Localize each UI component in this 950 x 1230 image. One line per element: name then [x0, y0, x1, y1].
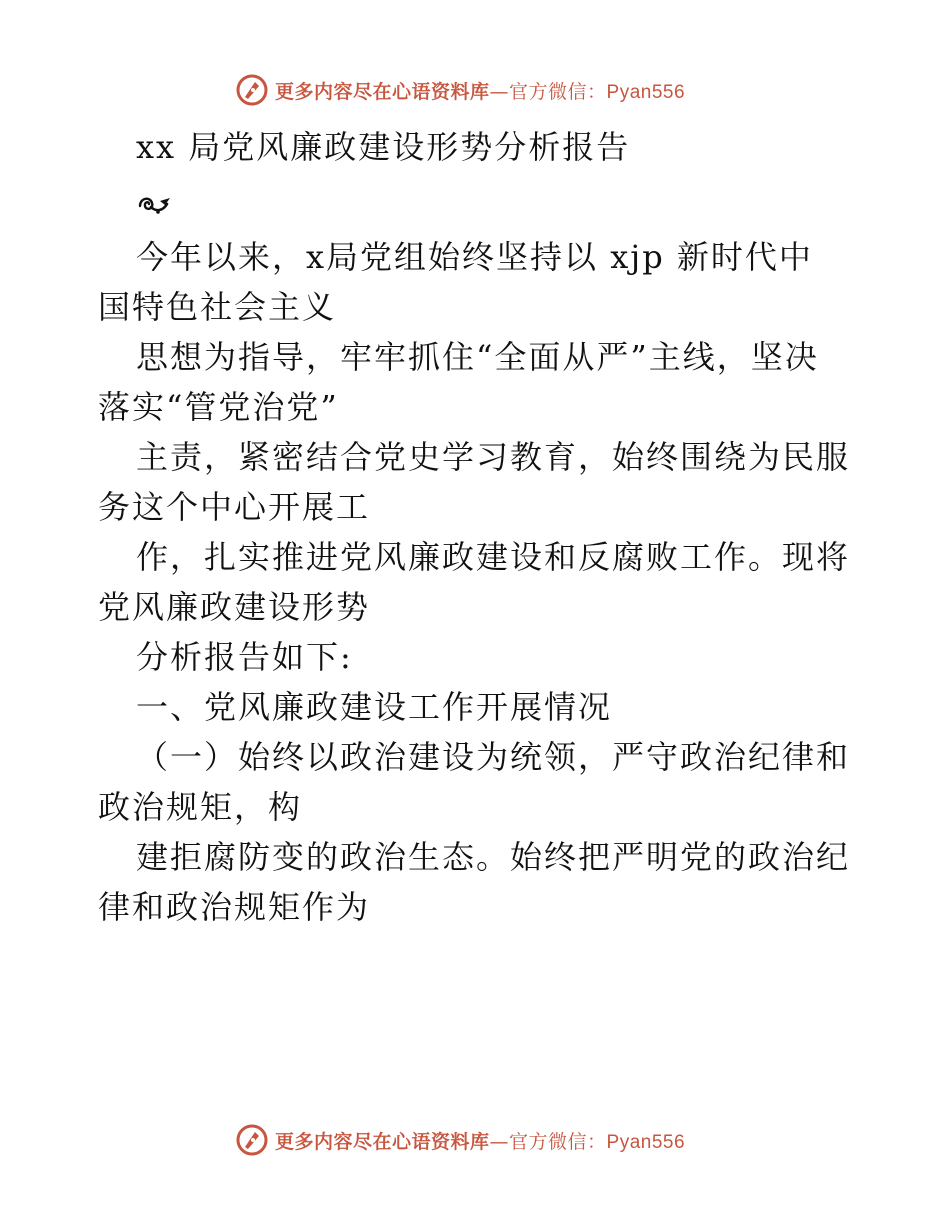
- header-watermark: [235, 70, 755, 110]
- paragraph-lines: [98, 232, 858, 932]
- text-line: 主责，紧密结合党史学习教育，始终围绕为民服: [136, 438, 851, 476]
- pen-nib-logo-icon: [235, 73, 269, 107]
- watermark-handle: Pyan556: [606, 81, 686, 103]
- document-title: xx 局党风廉政建设形势分析报告: [136, 128, 631, 166]
- document-body: [98, 122, 858, 932]
- text-line: 今年以来，x局党组始终坚持以 xjp 新时代中: [136, 238, 813, 276]
- watermark-separator: ：: [587, 80, 607, 103]
- flourish-ornament-icon: [136, 192, 172, 218]
- ornament-row: [98, 178, 858, 232]
- text-line: （一）始终以政治建设为统领，严守政治纪律和: [136, 738, 851, 776]
- text-line: 务这个中心开展工: [98, 488, 371, 526]
- text-line: 一、党风廉政建设工作开展情况: [136, 688, 613, 726]
- watermark-label: 官方微信: [509, 1130, 588, 1153]
- footer-watermark: [235, 1120, 755, 1160]
- watermark-dash: —: [489, 1130, 510, 1153]
- text-line: 律和政治规矩作为: [98, 888, 371, 926]
- text-line: 思想为指导，牢牢抓住“全面从严”主线，坚决: [136, 338, 819, 376]
- text-line: 国特色社会主义: [98, 288, 337, 326]
- watermark-text: 更多内容尽在心语资料库: [275, 80, 490, 103]
- watermark-text: 更多内容尽在心语资料库: [275, 1130, 490, 1153]
- text-line: 分析报告如下:: [136, 638, 353, 676]
- text-line: 党风廉政建设形势: [98, 588, 371, 626]
- text-line: 落实“管党治党”: [98, 388, 339, 426]
- watermark-dash: —: [489, 80, 510, 103]
- text-line: 建拒腐防变的政治生态。始终把严明党的政治纪: [136, 838, 851, 876]
- text-line: 政治规矩，构: [98, 788, 303, 826]
- pen-nib-logo-icon: [235, 1123, 269, 1157]
- watermark-separator: ：: [587, 1130, 607, 1153]
- watermark-handle: Pyan556: [606, 1131, 686, 1153]
- text-line: 作，扎实推进党风廉政建设和反腐败工作。现将: [136, 538, 851, 576]
- watermark-label: 官方微信: [509, 80, 588, 103]
